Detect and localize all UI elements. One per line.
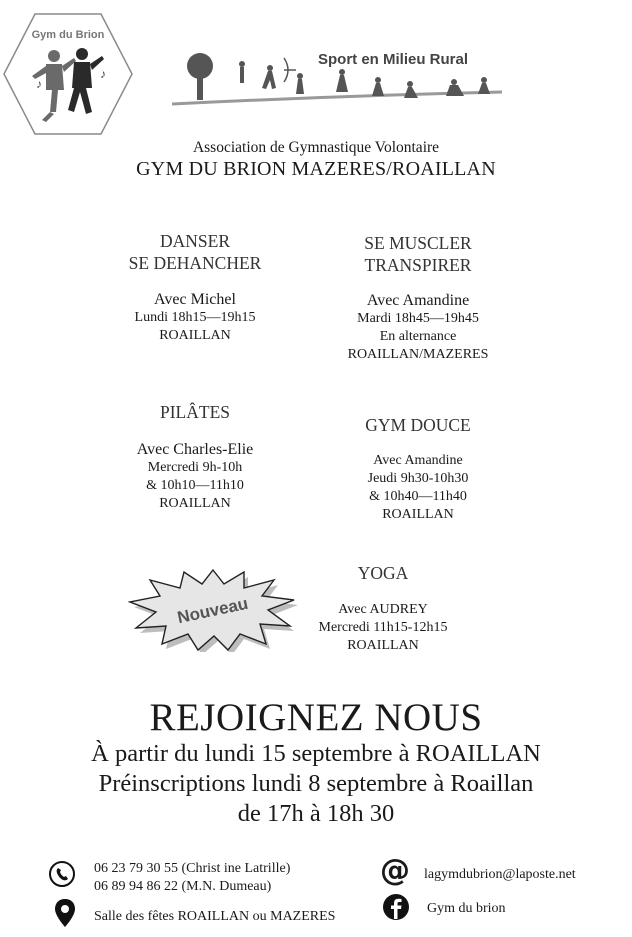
activity-schedule: Lundi 18h15—19h15	[134, 310, 256, 325]
nouveau-text: Nouveau	[175, 593, 250, 628]
activity-title: SE MUSCLER	[364, 233, 472, 253]
activity-gym-douce	[303, 414, 533, 524]
banner-title: Sport en Milieu Rural	[318, 51, 469, 68]
activity-location: ROAILLAN	[347, 638, 419, 653]
activity-danse	[80, 230, 310, 345]
activity-title: GYM DOUCE	[365, 415, 471, 435]
activity-yoga	[268, 562, 498, 655]
activity-title: PILÂTES	[160, 402, 230, 422]
activity-location: ROAILLAN/MAZERES	[347, 347, 489, 362]
join-start-date: À partir du lundi 15 septembre à ROAILLAN	[91, 740, 541, 767]
club-logo	[2, 12, 134, 136]
activity-title: DANSER	[159, 231, 230, 251]
phone-icon	[48, 860, 76, 888]
svg-text:♪: ♪	[36, 77, 42, 91]
activity-pilates	[80, 401, 310, 513]
activity-coach: Avec Michel	[154, 291, 236, 308]
activity-schedule: Mardi 18h45—19h45	[357, 311, 479, 326]
svg-text:♪: ♪	[100, 67, 106, 81]
activity-title: YOGA	[357, 563, 409, 583]
activity-schedule: Mercredi 11h15-12h15	[318, 620, 448, 635]
email-address: lagymdubrion@laposte.net	[424, 867, 576, 882]
join-hours: de 17h à 18h 30	[237, 800, 395, 827]
activity-coach: Avec AUDREY	[338, 602, 428, 617]
phone-number-1: 06 23 79 30 55 (Christ ine Latrille)	[94, 861, 291, 876]
venue-address: Salle des fêtes ROAILLAN ou MAZERES	[94, 909, 336, 924]
activity-schedule: Jeudi 9h30-10h30	[367, 471, 469, 486]
join-heading: REJOIGNEZ NOUS	[149, 696, 483, 739]
at-icon: @	[380, 853, 410, 888]
join-preregistration: Préinscriptions lundi 8 septembre à Roaillan	[98, 770, 534, 797]
facebook-page: Gym du brion	[427, 901, 506, 916]
activity-coach: Avec Amandine	[373, 453, 463, 468]
phone-number-2: 06 89 94 86 22 (M.N. Dumeau)	[94, 879, 272, 894]
activity-muscle	[303, 232, 533, 364]
logo-text: Gym du Brion	[31, 29, 105, 41]
activity-location: ROAILLAN	[382, 507, 454, 522]
activity-location: ROAILLAN	[159, 328, 231, 343]
activity-coach: Avec Charles-Elie	[136, 441, 254, 458]
activity-schedule-2: & 10h40—11h40	[369, 489, 467, 504]
activity-subtitle: TRANSPIRER	[364, 255, 472, 275]
activity-schedule: Mercredi 9h-10h	[147, 460, 243, 475]
location-pin-icon	[54, 898, 76, 928]
activity-schedule-2: & 10h10—11h10	[146, 478, 244, 493]
association-name: Association de Gymnastique Volontaire	[192, 139, 440, 156]
facebook-icon	[382, 893, 410, 921]
activity-note: En alternance	[379, 329, 457, 344]
activity-location: ROAILLAN	[159, 496, 231, 511]
activity-coach: Avec Amandine	[366, 292, 470, 309]
activity-subtitle: SE DEHANCHER	[128, 253, 262, 273]
club-name: GYM DU BRION MAZERES/ROAILLAN	[136, 158, 496, 180]
